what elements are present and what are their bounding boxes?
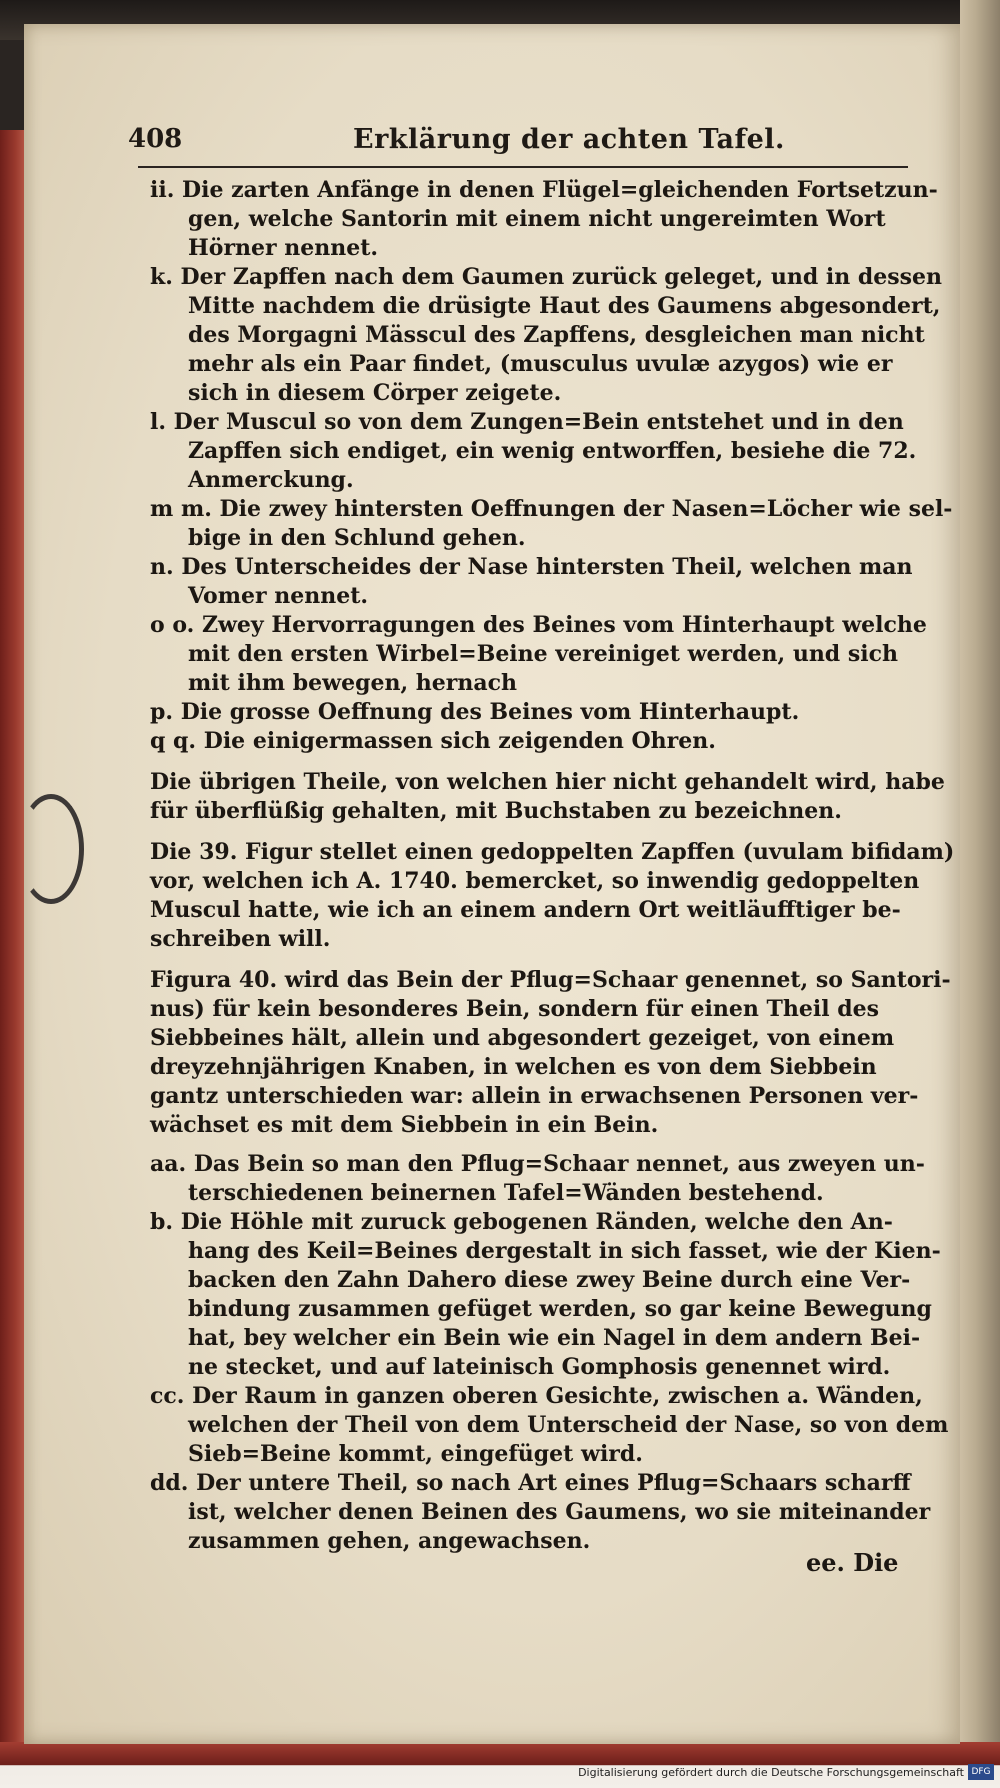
entry-k xyxy=(150,263,943,408)
text-line: m m. Die zwey hintersten Oeffnungen der Nasen=Löcher wie sel- xyxy=(150,496,953,522)
text-line: dreyzehnjährigen Knaben, in welchen es von dem Siebbein xyxy=(150,1054,877,1080)
text-line: dd. Der untere Theil, so nach Art eines Pflug=Schaars scharff xyxy=(150,1470,911,1496)
entry-qq xyxy=(150,727,910,756)
text-line: Anmerckung. xyxy=(188,467,354,493)
digitization-credit: Digitalisierung gefördert durch die Deutsche Forschungsgemeinschaft xyxy=(578,1766,964,1779)
entry-dd xyxy=(150,1469,931,1556)
text-line: sich in diesem Cörper zeigete. xyxy=(188,380,562,406)
book-page-stack xyxy=(960,0,1000,1788)
running-title: Erklärung der achten Tafel. xyxy=(353,124,785,155)
page-header xyxy=(128,118,908,162)
text-line: aa. Das Bein so man den Pflug=Schaar nennet, aus zweyen un- xyxy=(150,1151,925,1177)
text-line: k. Der Zapffen nach dem Gaumen zurück geleget, und in dessen xyxy=(150,264,943,290)
text-line: n. Des Unterscheides der Nase hintersten Theil, welchen man xyxy=(150,554,913,580)
page-number: 408 xyxy=(128,124,183,154)
text-line: Figura 40. wird das Bein der Pflug=Schaar genennet, so Santori- xyxy=(150,967,951,993)
entry-mm xyxy=(150,495,953,553)
text-line: Vomer nennet. xyxy=(188,583,369,609)
text-line: cc. Der Raum in ganzen oberen Gesichte, zwischen a. Wänden, xyxy=(150,1383,923,1409)
text-line: vor, welchen ich A. 1740. bemercket, so inwendig gedoppelten xyxy=(150,868,920,894)
entry-b xyxy=(150,1208,941,1382)
paragraph-fig40 xyxy=(150,966,951,1140)
book-cover-edge xyxy=(0,130,26,1770)
page-text xyxy=(150,176,955,1556)
text-line: ii. Die zarten Anfänge in denen Flügel=gleichenden Fortsetzun- xyxy=(150,177,938,203)
text-line: Zapffen sich endiget, ein wenig entworffen, besiehe die 72. xyxy=(188,438,917,464)
entry-cc xyxy=(150,1382,949,1469)
text-line: welchen der Theil von dem Unterscheid der Nase, so von dem xyxy=(188,1412,949,1438)
text-line: Sieb=Beine kommt, eingefüget wird. xyxy=(188,1441,643,1467)
binding-ring xyxy=(18,794,84,904)
text-line: mit ihm bewegen, hernach xyxy=(188,670,517,696)
text-line: hat, bey welcher ein Bein wie ein Nagel in dem andern Bei- xyxy=(188,1325,921,1351)
text-line: Mitte nachdem die drüsigte Haut des Gaumens abgesondert, xyxy=(188,293,941,319)
text-line: wächset es mit dem Siebbein in ein Bein. xyxy=(150,1112,659,1138)
catchword: ee. Die xyxy=(806,1548,899,1577)
paragraph-fig39 xyxy=(150,838,955,954)
text-line: Muscul hatte, wie ich an einem andern Ort weitläufftiger be- xyxy=(150,897,901,923)
text-line: Hörner nennet. xyxy=(188,235,379,261)
text-line: ne stecket, und auf lateinisch Gomphosis genennet wird. xyxy=(188,1354,891,1380)
entry-l xyxy=(150,408,917,495)
text-line: schreiben will. xyxy=(150,926,331,952)
dfg-logo: DFG xyxy=(968,1764,994,1780)
text-line: mehr als ein Paar findet, (musculus uvulæ azygos) wie er xyxy=(188,351,893,377)
entry-p xyxy=(150,698,910,727)
text-line: l. Der Muscul so von dem Zungen=Bein entstehet und in den xyxy=(150,409,904,435)
entry-n xyxy=(150,553,913,611)
book-bottom-edge xyxy=(0,1742,1000,1788)
text-line: gantz unterschieden war: allein in erwachsenen Personen ver- xyxy=(150,1083,919,1109)
text-line: bige in den Schlund gehen. xyxy=(188,525,526,551)
text-line: b. Die Höhle mit zuruck gebogenen Ränden, welche den An- xyxy=(150,1209,893,1235)
entry-aa xyxy=(150,1150,925,1208)
text-line: Siebbeines hält, allein und abgesondert gezeiget, von einem xyxy=(150,1025,895,1051)
text-line: q q. Die einigermassen sich zeigenden Ohren. xyxy=(150,728,716,754)
text-line: Die übrigen Theile, von welchen hier nicht gehandelt wird, habe xyxy=(150,769,945,795)
text-line: p. Die grosse Oeffnung des Beines vom Hinterhaupt. xyxy=(150,699,800,725)
text-line: gen, welche Santorin mit einem nicht ungereimten Wort xyxy=(188,206,886,232)
text-line: backen den Zahn Dahero diese zwey Beine durch eine Ver- xyxy=(188,1267,911,1293)
text-line: Die 39. Figur stellet einen gedoppelten Zapffen (uvulam bifidam) xyxy=(150,839,955,865)
text-line: für überflüßig gehalten, mit Buchstaben zu bezeichnen. xyxy=(150,798,842,824)
paragraph-uebrige xyxy=(150,768,945,826)
text-line: nus) für kein besonderes Bein, sondern für einen Theil des xyxy=(150,996,880,1022)
text-line: ist, welcher denen Beinen des Gaumens, wo sie miteinander xyxy=(188,1499,931,1525)
text-line: des Morgagni Mässcul des Zapffens, desgleichen man nicht xyxy=(188,322,925,348)
entry-oo xyxy=(150,611,927,698)
text-line: hang des Keil=Beines dergestalt in sich fasset, wie der Kien- xyxy=(188,1238,941,1264)
text-line: bindung zusammen gefüget werden, so gar keine Bewegung xyxy=(188,1296,932,1322)
text-line: mit den ersten Wirbel=Beine vereiniget werden, und sich xyxy=(188,641,898,667)
header-rule xyxy=(138,166,908,168)
text-line: zusammen gehen, angewachsen. xyxy=(188,1528,591,1554)
text-line: terschiedenen beinernen Tafel=Wänden bestehend. xyxy=(188,1180,824,1206)
entry-ii xyxy=(150,176,938,263)
text-line: o o. Zwey Hervorragungen des Beines vom Hinterhaupt welche xyxy=(150,612,927,638)
